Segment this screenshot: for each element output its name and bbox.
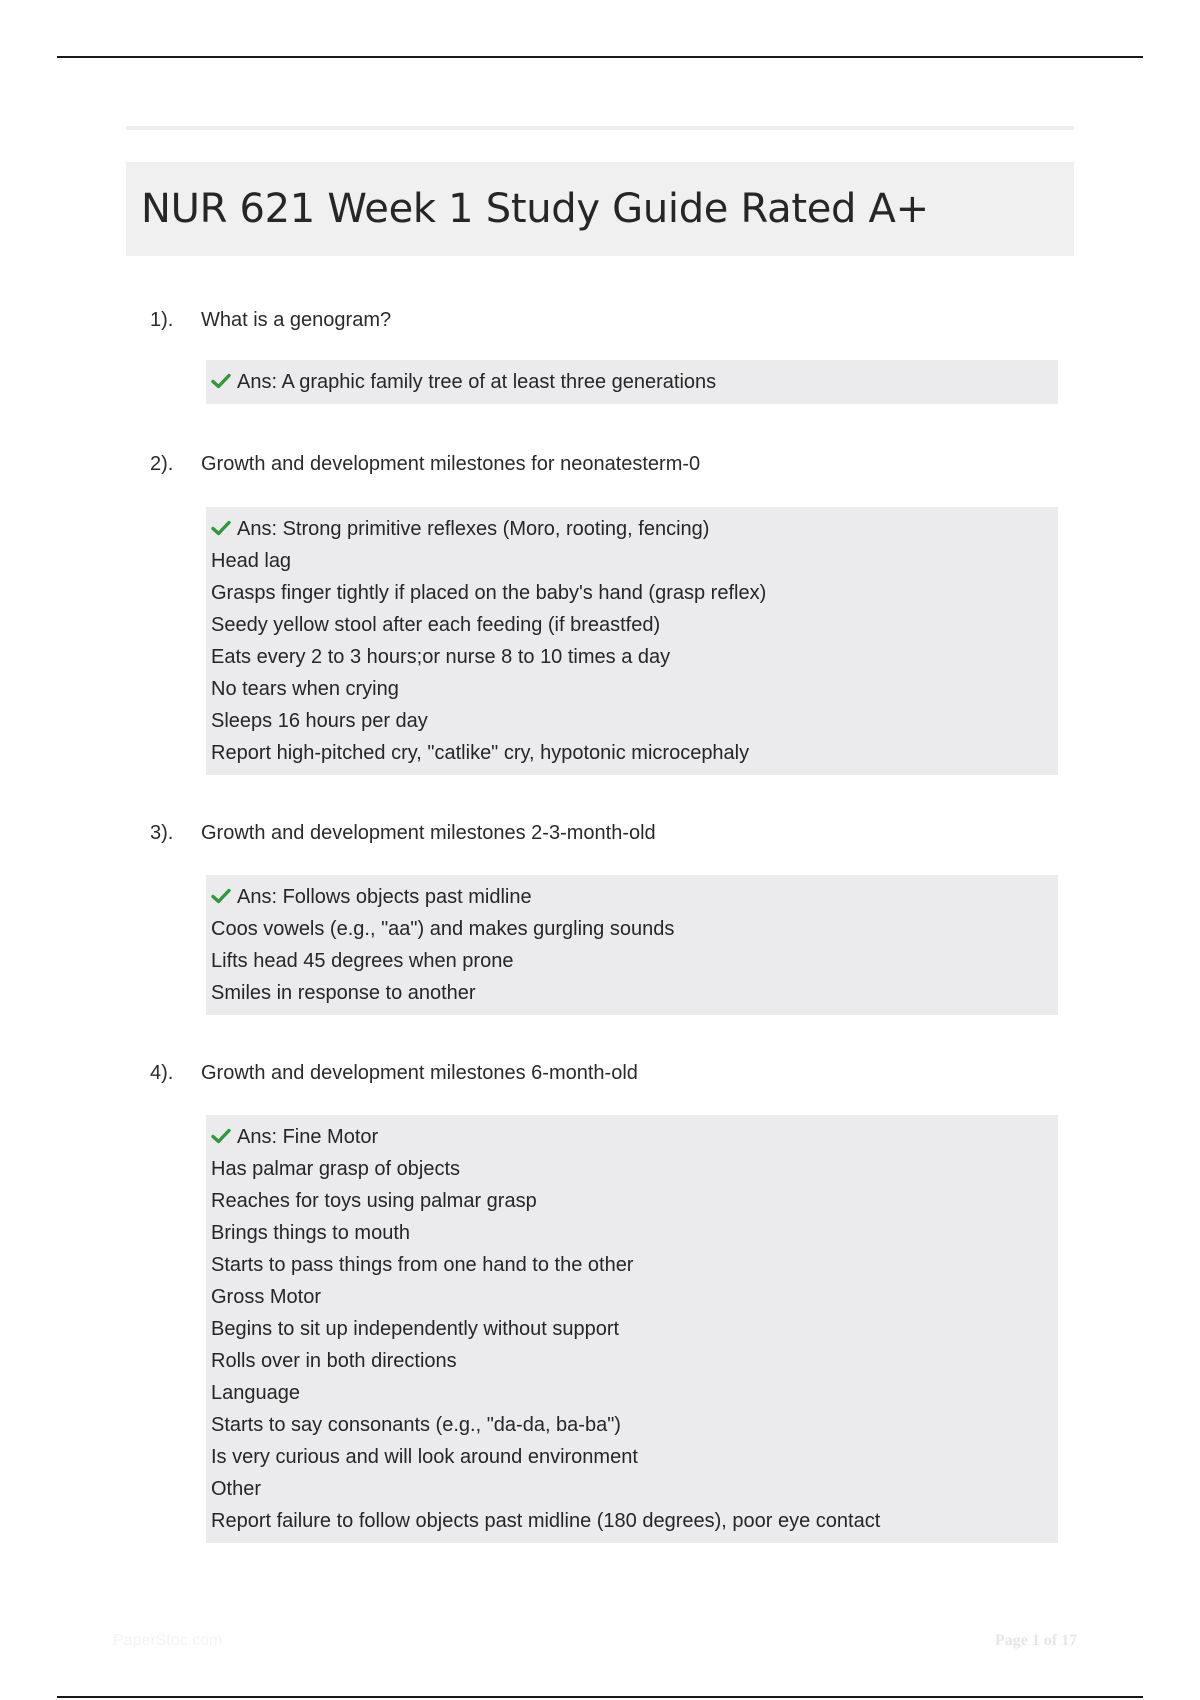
footer-watermark: PaperStoc.com bbox=[113, 1632, 223, 1649]
answer-block-1 bbox=[206, 360, 1058, 404]
checkmark-icon bbox=[211, 1128, 231, 1144]
answer-line: Report high-pitched cry, "catlike" cry, hypotonic microcephaly bbox=[211, 742, 750, 764]
question-number: 3). bbox=[150, 822, 174, 844]
question-text: Growth and development milestones 2-3-month-old bbox=[201, 822, 656, 844]
question-text: Growth and development milestones 6-month-old bbox=[201, 1062, 638, 1084]
page-indicator: Page 1 of 17 bbox=[995, 1632, 1078, 1649]
top-rule bbox=[57, 56, 1143, 58]
answer-line: Eats every 2 to 3 hours;or nurse 8 to 10 times a day bbox=[211, 646, 671, 668]
answer-block-3 bbox=[206, 875, 1058, 1015]
answer-line: Head lag bbox=[211, 550, 292, 572]
answer-line: Rolls over in both directions bbox=[211, 1350, 457, 1372]
answer-line: Sleeps 16 hours per day bbox=[211, 710, 428, 732]
question-number: 4). bbox=[150, 1062, 174, 1084]
answer-line: No tears when crying bbox=[211, 678, 399, 700]
answer-line: Begins to sit up independently without support bbox=[211, 1318, 620, 1340]
question-number: 2). bbox=[150, 453, 174, 475]
checkmark-icon bbox=[211, 888, 231, 904]
answer-block-4 bbox=[206, 1115, 1058, 1543]
title-banner bbox=[126, 162, 1074, 256]
checkmark-icon bbox=[211, 520, 231, 536]
answer-line: Starts to say consonants (e.g., "da-da, ba-ba") bbox=[211, 1414, 621, 1436]
answer-line: Reaches for toys using palmar grasp bbox=[211, 1190, 537, 1212]
question-number: 1). bbox=[150, 309, 174, 331]
answer-line: Report failure to follow objects past midline (180 degrees), poor eye contact bbox=[211, 1510, 881, 1532]
answer-line: Has palmar grasp of objects bbox=[211, 1158, 461, 1180]
document-title: NUR 621 Week 1 Study Guide Rated A+ bbox=[141, 186, 929, 232]
answer-line: Ans: Fine Motor bbox=[211, 1121, 1054, 1153]
answer-line: Lifts head 45 degrees when prone bbox=[211, 950, 514, 972]
question-text: What is a genogram? bbox=[201, 309, 392, 331]
answer-block-2 bbox=[206, 507, 1058, 775]
answer-line: Language bbox=[211, 1382, 300, 1404]
section-divider bbox=[126, 126, 1074, 130]
checkmark-icon bbox=[211, 373, 231, 389]
bottom-rule bbox=[57, 1696, 1143, 1698]
answer-line: Smiles in response to another bbox=[211, 982, 476, 1004]
answer-line: Starts to pass things from one hand to the other bbox=[211, 1254, 634, 1276]
answer-line: Other bbox=[211, 1478, 262, 1500]
answer-line: Ans: Strong primitive reflexes (Moro, rooting, fencing) bbox=[211, 513, 1054, 545]
answer-line: Coos vowels (e.g., "aa") and makes gurgling sounds bbox=[211, 918, 675, 940]
answer-line: Grasps finger tightly if placed on the baby's hand (grasp reflex) bbox=[211, 582, 767, 604]
answer-line: Ans: Follows objects past midline bbox=[211, 881, 1054, 913]
answer-line: Is very curious and will look around environment bbox=[211, 1446, 638, 1468]
question-text: Growth and development milestones for neonatesterm-0 bbox=[201, 453, 701, 475]
answer-line: Gross Motor bbox=[211, 1286, 322, 1308]
answer-line: Ans: A graphic family tree of at least three generations bbox=[211, 366, 1054, 398]
answer-line: Brings things to mouth bbox=[211, 1222, 410, 1244]
answer-line: Seedy yellow stool after each feeding (if breastfed) bbox=[211, 614, 661, 636]
